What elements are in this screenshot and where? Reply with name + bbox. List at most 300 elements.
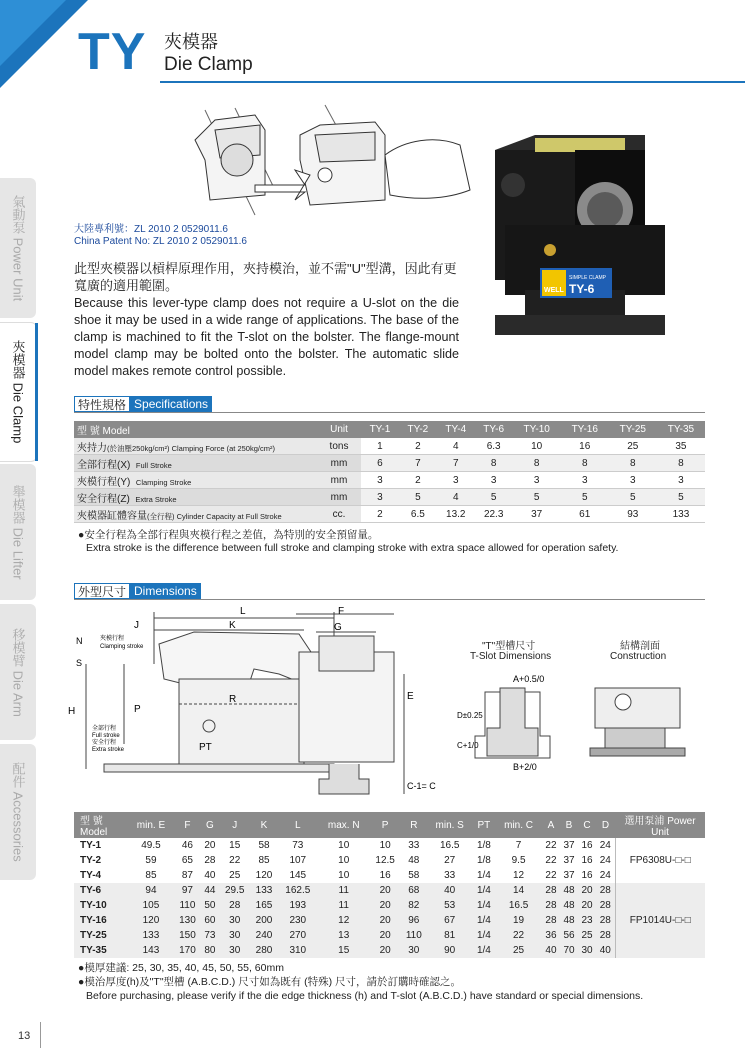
spec-row-label xyxy=(74,438,317,455)
dims-title-zh: 外型尺寸 xyxy=(74,583,130,599)
spec-label-zh: 全部行程(X) xyxy=(77,459,131,471)
dims-cell: 11 xyxy=(318,898,369,913)
spec-cell: 7 xyxy=(399,455,437,472)
spec-row xyxy=(74,472,705,489)
dims-cell: 40 xyxy=(596,943,615,958)
dims-cell: 25 xyxy=(495,943,542,958)
dims-col: D xyxy=(596,812,615,838)
dims-cell: 11 xyxy=(318,883,369,898)
label-A: A+0.5/0 xyxy=(513,674,545,684)
dims-cell: 30 xyxy=(219,943,251,958)
spec-cell: 61 xyxy=(561,506,609,523)
label-R: R xyxy=(229,694,237,705)
dims-model: TY-6 xyxy=(74,883,128,898)
spec-cell: 93 xyxy=(609,506,657,523)
dims-cell: 81 xyxy=(427,928,473,943)
photo-model: TY-6 xyxy=(569,282,595,296)
dims-cell: 37 xyxy=(563,840,575,851)
dims-cell: 24 xyxy=(599,840,611,851)
dims-cell: 48 xyxy=(560,883,578,898)
spec-cell: 5 xyxy=(513,489,561,506)
spec-col: TY-35 xyxy=(657,421,705,438)
specs-title-en: Specifications xyxy=(130,396,212,412)
dims-cell: 28 xyxy=(204,855,216,866)
note-tslot-zh: ●模治厚度(h)及"T"型槽 (A.B.C.D.) 尺寸如為既有 (特殊) 尺寸，請於訂購時確認之。 xyxy=(78,976,462,988)
dims-cell: 20 xyxy=(578,898,596,913)
dims-cell: 270 xyxy=(278,928,319,943)
dims-cell: 1/4 xyxy=(476,870,491,881)
dims-cell: 70 xyxy=(560,943,578,958)
spec-col: TY-16 xyxy=(561,421,609,438)
dims-cell: 65 xyxy=(181,855,193,866)
dims-cell: 28 xyxy=(596,898,615,913)
note-die-thickness: ●模厚建議: 25, 30, 35, 40, 45, 50, 55, 60mm xyxy=(78,962,284,974)
spec-cell: 6.5 xyxy=(399,506,437,523)
header-rule xyxy=(160,81,745,83)
dims-cell: 1/4 xyxy=(473,928,496,943)
dims-cell: 56 xyxy=(560,928,578,943)
spec-cell: 7 xyxy=(437,455,475,472)
dims-cell: 24 xyxy=(599,870,611,881)
spec-col: TY-2 xyxy=(399,421,437,438)
dims-cell: 1/8 xyxy=(476,840,491,851)
dims-cell: 12 xyxy=(318,913,369,928)
spec-header-row xyxy=(74,421,705,438)
dims-header-row xyxy=(74,812,705,838)
dims-cell: 58 xyxy=(408,870,420,881)
dims-cell: 20 xyxy=(204,840,216,851)
label-full-zh: 全部行程 xyxy=(92,726,117,732)
dims-cell: 170 xyxy=(174,943,201,958)
dims-col: P xyxy=(369,812,401,838)
spec-cell: 8 xyxy=(657,455,705,472)
dims-cell: 82 xyxy=(401,898,427,913)
dims-col: R xyxy=(401,812,427,838)
dims-model: TY-4 xyxy=(80,870,102,881)
dims-col: C xyxy=(578,812,596,838)
label-clamp-en: Clamping stroke xyxy=(100,644,144,650)
dims-cell: 1/4 xyxy=(473,913,496,928)
dims-cell: 10 xyxy=(379,840,391,851)
dims-cell: 28 xyxy=(542,883,560,898)
spec-cell: 3 xyxy=(561,472,609,489)
label-C1: C-1= C xyxy=(407,781,436,791)
tab-power-unit[interactable]: 氣動泵 Power Unit xyxy=(0,178,36,318)
tab-accessories[interactable]: 配件 Accessories xyxy=(0,744,36,880)
tab-die-clamp[interactable]: 夾模器 Die Clamp xyxy=(0,322,37,462)
spec-unit: mm xyxy=(317,455,361,472)
tslot-title-en: T-Slot Dimensions xyxy=(470,651,552,662)
spec-cell: 5 xyxy=(657,489,705,506)
dims-cell: 107 xyxy=(289,855,307,866)
spec-cell: 3 xyxy=(513,472,561,489)
dims-cell: 28 xyxy=(596,883,615,898)
tslot-title-zh: "T"型槽尺寸 xyxy=(482,641,536,652)
dims-cell: 16.5 xyxy=(439,840,460,851)
dims-cell: 58 xyxy=(258,840,270,851)
dims-cell: 20 xyxy=(369,883,401,898)
dims-cell: 240 xyxy=(250,928,277,943)
dims-cell: 143 xyxy=(128,943,174,958)
dims-cell: 73 xyxy=(201,928,219,943)
dims-cell: 40 xyxy=(204,870,216,881)
dims-cell: 150 xyxy=(174,928,201,943)
label-S: S xyxy=(76,658,83,668)
dims-cell: 16 xyxy=(581,855,593,866)
dims-cell: 36 xyxy=(542,928,560,943)
spec-row xyxy=(74,455,705,472)
spec-col: TY-6 xyxy=(475,421,513,438)
page-number-rule xyxy=(40,1022,41,1048)
dims-cell: 20 xyxy=(369,943,401,958)
spec-cell: 35 xyxy=(657,438,705,455)
dims-cell: 22 xyxy=(545,855,557,866)
label-P: P xyxy=(134,704,141,715)
dims-cell: 20 xyxy=(369,898,401,913)
spec-cell: 4 xyxy=(437,489,475,506)
spec-label-zh: 夾模行程(Y) xyxy=(77,476,131,488)
spec-cell: 5 xyxy=(609,489,657,506)
dims-cell: 27 xyxy=(444,855,456,866)
dims-section-header xyxy=(74,583,201,599)
dims-section-rule xyxy=(74,599,705,600)
dims-cell: 22 xyxy=(495,928,542,943)
dims-cell: 85 xyxy=(258,855,270,866)
dims-cell: 90 xyxy=(427,943,473,958)
dims-cell: 280 xyxy=(250,943,277,958)
spec-row-label xyxy=(74,506,317,523)
dims-model: TY-10 xyxy=(74,898,128,913)
dims-cell: 193 xyxy=(278,898,319,913)
header-corner-accent xyxy=(0,0,66,66)
spec-note-zh: ●安全行程為全部行程與夾模行程之差值，為特別的安全預留量。 xyxy=(78,529,379,541)
spec-cell: 5 xyxy=(475,489,513,506)
dims-cell: 25 xyxy=(229,870,241,881)
dims-cell: 230 xyxy=(278,913,319,928)
dims-cell: 10 xyxy=(338,870,350,881)
label-E: E xyxy=(407,691,414,702)
dims-cell: 7 xyxy=(515,840,522,851)
title-en: Die Clamp xyxy=(164,54,253,75)
dims-cell: 133 xyxy=(128,928,174,943)
dims-cell: 59 xyxy=(145,855,157,866)
spec-cell: 2 xyxy=(399,438,437,455)
dims-row xyxy=(74,853,705,868)
label-PT: PT xyxy=(199,742,212,753)
dims-cell: 48 xyxy=(560,898,578,913)
label-K: K xyxy=(229,620,236,631)
spec-cell: 13.2 xyxy=(437,506,475,523)
spec-label-zh: 安全行程(Z) xyxy=(77,493,130,505)
dims-cell: 25 xyxy=(578,928,596,943)
label-G: G xyxy=(334,622,342,633)
dims-pump: FP6308U-□-□ xyxy=(615,838,705,883)
dims-cell: 29.5 xyxy=(219,883,251,898)
label-D: D±0.25 xyxy=(457,711,483,720)
spec-cell: 25 xyxy=(609,438,657,455)
dims-col: min. S xyxy=(427,812,473,838)
dims-cell: 23 xyxy=(578,913,596,928)
spec-cell: 16 xyxy=(561,438,609,455)
dims-model: TY-16 xyxy=(74,913,128,928)
spec-cell: 8 xyxy=(513,455,561,472)
dims-cell: 13 xyxy=(318,928,369,943)
spec-row-label xyxy=(74,455,317,472)
dims-cell: 130 xyxy=(174,913,201,928)
dims-cell: 33 xyxy=(444,870,456,881)
dims-cell: 53 xyxy=(427,898,473,913)
spec-unit: mm xyxy=(317,489,361,506)
dims-row xyxy=(74,883,705,898)
dims-cell: 105 xyxy=(128,898,174,913)
spec-row xyxy=(74,506,705,523)
dims-model: TY-35 xyxy=(74,943,128,958)
dims-cell: 110 xyxy=(401,928,427,943)
dims-col: A xyxy=(542,812,560,838)
dims-col: K xyxy=(250,812,277,838)
spec-cell: 8 xyxy=(561,455,609,472)
dims-cell: 133 xyxy=(250,883,277,898)
dims-cell: 28 xyxy=(596,913,615,928)
dims-cell: 10 xyxy=(338,855,350,866)
dims-cell: 15 xyxy=(229,840,241,851)
spec-cell: 3 xyxy=(361,472,399,489)
dims-title-en: Dimensions xyxy=(130,583,201,599)
dims-cell: 85 xyxy=(145,870,157,881)
photo-type: SIMPLE CLAMP xyxy=(569,275,606,281)
dims-cell: 49.5 xyxy=(141,840,161,851)
label-clamp-zh: 夾模行程 xyxy=(100,636,125,642)
spec-row-label xyxy=(74,472,317,489)
dims-cell: 97 xyxy=(174,883,201,898)
dims-cell: 22 xyxy=(545,870,557,881)
spec-note-en: Extra stroke is the difference between full stroke and clamping stroke with extra space allowed for operation safety. xyxy=(86,542,619,554)
spec-col-model: 型 號 Model xyxy=(74,421,317,438)
dims-cell: 40 xyxy=(542,943,560,958)
patent-en: China Patent No: ZL 2010 2 0529011.6 xyxy=(74,236,247,247)
spec-cell: 2 xyxy=(399,472,437,489)
dims-col: L xyxy=(278,812,319,838)
dims-cell: 30 xyxy=(219,928,251,943)
spec-cell: 8 xyxy=(475,455,513,472)
dims-model: TY-25 xyxy=(74,928,128,943)
label-H: H xyxy=(68,706,76,717)
spec-label-en: (全行程) Cylinder Capacity at Full Stroke xyxy=(147,511,282,521)
dims-cell: 46 xyxy=(181,840,193,851)
spec-row xyxy=(74,438,705,455)
spec-table xyxy=(74,421,705,523)
dims-cell: 28 xyxy=(542,898,560,913)
dims-cell: 28 xyxy=(596,928,615,943)
dims-cell: 10 xyxy=(338,840,350,851)
dims-cell: 16 xyxy=(581,840,593,851)
spec-col: TY-25 xyxy=(609,421,657,438)
spec-col: TY-4 xyxy=(437,421,475,438)
dims-cell: 33 xyxy=(408,840,420,851)
dims-cell: 310 xyxy=(278,943,319,958)
dims-row xyxy=(74,898,705,913)
dims-cell: 40 xyxy=(427,883,473,898)
dims-col: max. N xyxy=(318,812,369,838)
spec-label-en: Clamping Stroke xyxy=(135,477,192,487)
dims-row xyxy=(74,928,705,943)
spec-cell: 133 xyxy=(657,506,705,523)
dimension-drawings xyxy=(64,604,444,804)
dims-cell: 37 xyxy=(563,855,575,866)
note-tslot-en: Before purchasing, please verify if the die edge thickness (h) and T-slot (A.B.C.D.) have standard or special dimensions. xyxy=(86,990,644,1002)
spec-label-en: Extra Stroke xyxy=(135,494,177,504)
dims-cell: 15 xyxy=(318,943,369,958)
spec-cell: 5 xyxy=(561,489,609,506)
dims-cell: 22 xyxy=(545,840,557,851)
dims-cell: 28 xyxy=(219,898,251,913)
spec-label-en: Full Stroke xyxy=(135,460,172,470)
dims-cell: 20 xyxy=(369,928,401,943)
spec-cell: 3 xyxy=(361,489,399,506)
dims-cell: 44 xyxy=(201,883,219,898)
spec-col: TY-10 xyxy=(513,421,561,438)
dims-cell: 68 xyxy=(401,883,427,898)
dims-row xyxy=(74,868,705,883)
patent-zh: 大陸專利號：ZL 2010 2 0529011.6 xyxy=(74,224,228,235)
dims-col-pump: 選用泵浦 Power Unit xyxy=(615,812,705,838)
dims-cell: 14 xyxy=(495,883,542,898)
label-B: B+2/0 xyxy=(513,762,537,772)
dims-cell: 12 xyxy=(513,870,525,881)
dims-cell: 1/4 xyxy=(473,943,496,958)
label-extra-en: Extra stroke xyxy=(92,747,125,753)
dims-cell: 9.5 xyxy=(511,855,526,866)
dims-cell: 94 xyxy=(128,883,174,898)
construction-title-en: Construction xyxy=(610,651,667,662)
spec-unit: cc. xyxy=(317,506,361,523)
dims-row xyxy=(74,838,705,853)
product-code: TY xyxy=(78,23,147,81)
dims-col: min. C xyxy=(495,812,542,838)
dims-cell: 30 xyxy=(578,943,596,958)
spec-cell: 6 xyxy=(361,455,399,472)
dims-cell: 20 xyxy=(578,883,596,898)
dims-cell: 1/4 xyxy=(473,883,496,898)
dims-cell: 16 xyxy=(379,870,391,881)
dims-cell: 87 xyxy=(181,870,193,881)
spec-cell: 1 xyxy=(361,438,399,455)
spec-cell: 2 xyxy=(361,506,399,523)
dims-cell: 50 xyxy=(201,898,219,913)
spec-cell: 22.3 xyxy=(475,506,513,523)
spec-cell: 5 xyxy=(399,489,437,506)
spec-cell: 10 xyxy=(513,438,561,455)
spec-row-label xyxy=(74,489,317,506)
spec-cell: 6.3 xyxy=(475,438,513,455)
dims-cell: 1/8 xyxy=(476,855,491,866)
dims-cell: 37 xyxy=(563,870,575,881)
label-N: N xyxy=(76,636,83,646)
dims-cell: 24 xyxy=(599,855,611,866)
product-photo xyxy=(485,130,705,360)
dims-cell: 48 xyxy=(408,855,420,866)
dims-cell: 165 xyxy=(250,898,277,913)
construction-title-zh: 結構剖面 xyxy=(620,641,660,652)
description-en: Because this lever-type clamp does not require a U-slot on the die shoe it may be used in a wide range of applications. The base of the clamp is machined to fit the T-slot on the bolster. The flange-mount model clamp may be bolted onto the bolster. The automatic slide model makes remote control possible. xyxy=(74,296,459,378)
title-zh: 夾模器 xyxy=(164,32,218,52)
dims-cell: 162.5 xyxy=(278,883,319,898)
dims-col: min. E xyxy=(128,812,174,838)
dims-cell: 19 xyxy=(495,913,542,928)
dims-cell: 30 xyxy=(401,943,427,958)
spec-cell: 3 xyxy=(657,472,705,489)
dims-table xyxy=(74,812,705,958)
dims-cell: 110 xyxy=(174,898,201,913)
page-number: 13 xyxy=(18,1030,31,1042)
dims-cell: 30 xyxy=(219,913,251,928)
dims-col: G xyxy=(201,812,219,838)
dims-cell: 16 xyxy=(581,870,593,881)
dims-cell: 120 xyxy=(128,913,174,928)
specs-section-rule xyxy=(74,412,705,413)
dims-row xyxy=(74,943,705,958)
spec-cell: 3 xyxy=(475,472,513,489)
dims-cell: 20 xyxy=(369,913,401,928)
spec-cell: 37 xyxy=(513,506,561,523)
tab-die-arm[interactable]: 移模臂 Die Arm xyxy=(0,604,36,740)
description-zh: 此型夾模器以槓桿原理作用，夾持模治，並不需"U"型溝，因此有更寬廣的適用範圍。 xyxy=(74,261,457,293)
dims-pump: FP1014U-□-□ xyxy=(615,883,705,958)
dims-cell: 120 xyxy=(255,870,273,881)
dims-col: J xyxy=(219,812,251,838)
dims-cell: 80 xyxy=(201,943,219,958)
spec-unit: mm xyxy=(317,472,361,489)
spec-col: TY-1 xyxy=(361,421,399,438)
dims-cell: 96 xyxy=(401,913,427,928)
photo-brand: WELL xyxy=(544,287,564,294)
dims-cell: 22 xyxy=(229,855,241,866)
tab-die-lifter[interactable]: 舉模器 Die Lifter xyxy=(0,464,36,600)
dims-cell: 145 xyxy=(289,870,307,881)
clamp-illustration xyxy=(175,100,475,220)
dims-cell: 12.5 xyxy=(375,855,395,866)
dims-col-model: 型 號 Model xyxy=(74,812,128,838)
spec-label-zh: 夾持力 xyxy=(77,442,107,454)
spec-cell: 8 xyxy=(609,455,657,472)
spec-row xyxy=(74,489,705,506)
spec-unit: tons xyxy=(317,438,361,455)
spec-cell: 4 xyxy=(437,438,475,455)
specs-title-zh: 特性規格 xyxy=(74,396,130,412)
dims-row xyxy=(74,913,705,928)
label-extra-zh: 安全行程 xyxy=(92,740,117,746)
dims-cell: 16.5 xyxy=(495,898,542,913)
dims-cell: 28 xyxy=(542,913,560,928)
label-L: L xyxy=(240,606,246,617)
dims-cell: 60 xyxy=(201,913,219,928)
spec-col-unit: Unit xyxy=(317,421,361,438)
spec-label-zh: 夾模器缸體容量 xyxy=(77,510,147,522)
label-F: F xyxy=(338,606,345,617)
tslot-construction-drawings xyxy=(455,668,705,776)
dims-cell: 200 xyxy=(250,913,277,928)
label-J: J xyxy=(134,620,139,631)
dims-cell: 48 xyxy=(560,913,578,928)
spec-cell: 3 xyxy=(437,472,475,489)
dims-model: TY-2 xyxy=(80,855,102,866)
spec-label-en: (於油壓250kg/cm²) Clamping Force (at 250kg/cm²) xyxy=(107,443,275,453)
spec-cell: 3 xyxy=(609,472,657,489)
dims-cell: 73 xyxy=(292,840,304,851)
label-C: C+1/0 xyxy=(457,741,479,750)
dims-model: TY-1 xyxy=(80,840,102,851)
dims-col: B xyxy=(560,812,578,838)
